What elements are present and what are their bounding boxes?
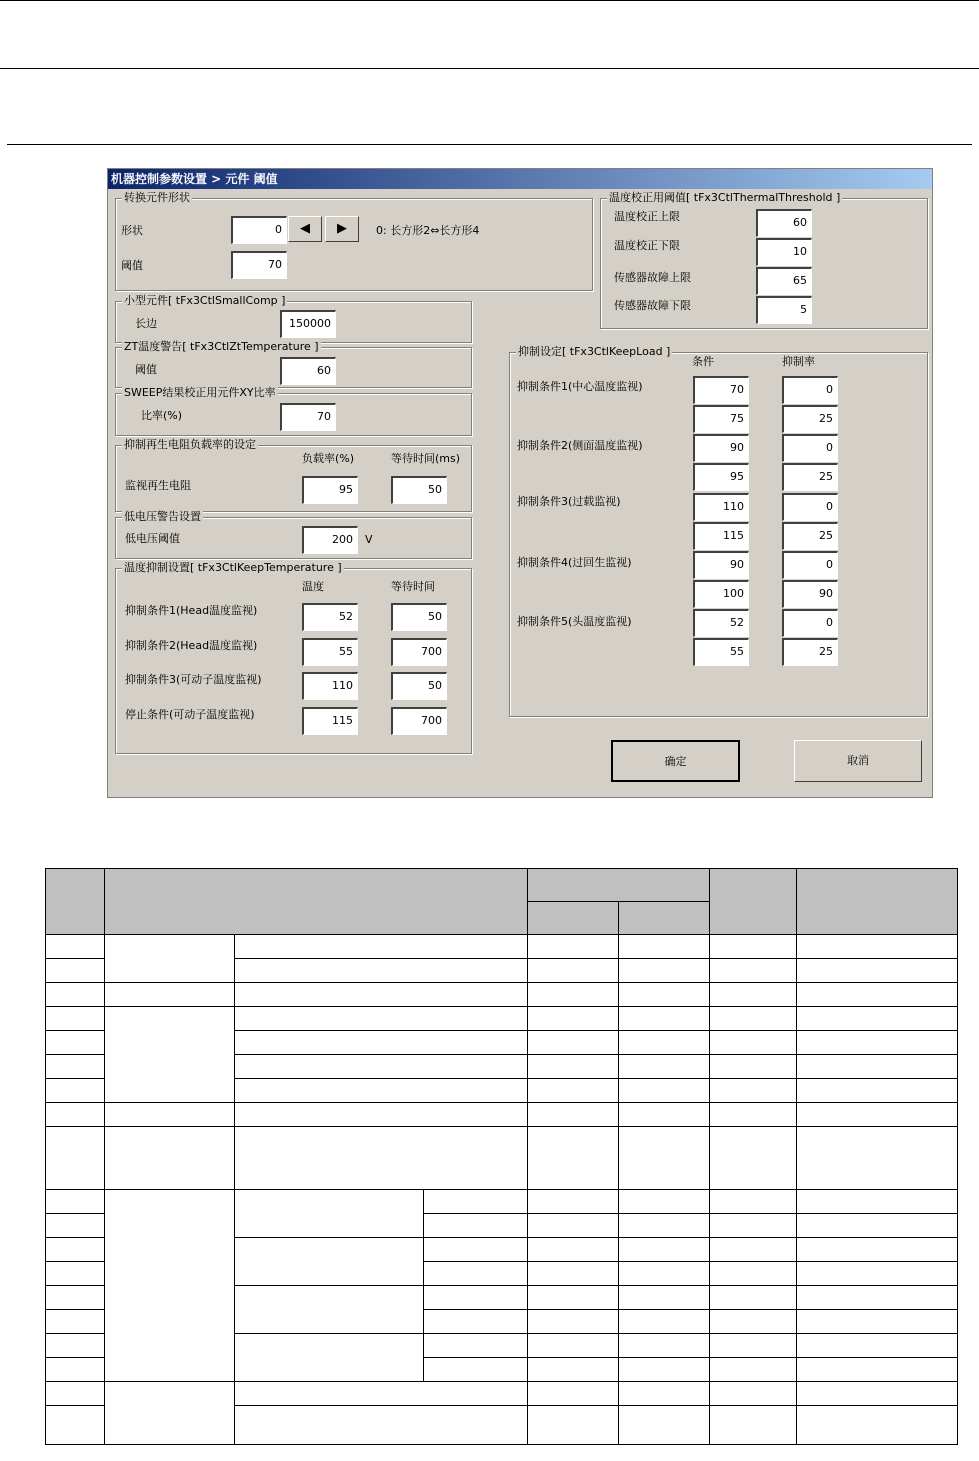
keep-temp-wait-field[interactable]: 50 xyxy=(391,603,447,631)
low-voltage-label: 低电压阈值 xyxy=(125,532,180,545)
keep-load-group-label: 抑制条件3(过载监视) xyxy=(517,495,621,508)
keep-load-rate-field[interactable]: 25 xyxy=(782,522,838,550)
thermal-field[interactable]: 60 xyxy=(756,209,812,237)
header-cell xyxy=(619,902,710,935)
window-title: 机器控制参数设置 > 元件 阈值 xyxy=(108,169,932,189)
keep-temp-temp-field[interactable]: 55 xyxy=(302,638,358,666)
ok-button[interactable]: 确定 xyxy=(611,740,740,782)
keep-load-cond-field[interactable]: 110 xyxy=(693,493,749,521)
ratio-label: 比率(%) xyxy=(141,409,183,422)
keep-temp-temp-field[interactable]: 52 xyxy=(302,603,358,631)
keep-load-rate-field[interactable]: 0 xyxy=(782,493,838,521)
keep-load-rate-field[interactable]: 0 xyxy=(782,376,838,404)
parameter-table xyxy=(45,868,958,1445)
long-side-field[interactable]: 150000 xyxy=(280,310,336,338)
shape-label: 形状 xyxy=(121,224,143,237)
threshold-field[interactable]: 70 xyxy=(231,251,287,279)
regen-col-load: 负载率(%) xyxy=(302,452,355,465)
header-cell xyxy=(528,869,710,902)
shape-note: 0: 长方形2⇔长方形4 xyxy=(376,224,480,237)
keep-temp-row-label: 抑制条件2(Head温度监视) xyxy=(125,639,258,652)
keep-load-cond-field[interactable]: 95 xyxy=(693,463,749,491)
threshold-label: 阈值 xyxy=(121,259,143,272)
low-voltage-title: 低电压警告设置 xyxy=(124,510,201,523)
thermal-label: 温度校正上限 xyxy=(614,210,680,223)
zt-threshold-field[interactable]: 60 xyxy=(280,357,336,385)
thermal-field[interactable]: 10 xyxy=(756,238,812,266)
keep-temp-wait-field[interactable]: 700 xyxy=(391,638,447,666)
keep-temp-wait-field[interactable]: 700 xyxy=(391,707,447,735)
keep-load-cond-field[interactable]: 90 xyxy=(693,434,749,462)
thermal-field[interactable]: 5 xyxy=(756,296,812,324)
low-voltage-field[interactable]: 200 xyxy=(302,526,358,554)
table-row xyxy=(46,1007,958,1031)
keep-load-rate-field[interactable]: 0 xyxy=(782,434,838,462)
dialog-window xyxy=(107,168,933,798)
keep-temp-row-label: 抑制条件1(Head温度监视) xyxy=(125,604,258,617)
regen-wait-field[interactable]: 50 xyxy=(391,476,447,504)
keep-temp-row-label: 停止条件(可动子温度监视) xyxy=(125,708,255,721)
zt-temp-title: ZT温度警告[ tFx3CtlZtTemperature ] xyxy=(124,340,319,353)
keep-load-cond-field[interactable]: 90 xyxy=(693,551,749,579)
header-rule xyxy=(0,68,979,69)
keep-temp-temp-field[interactable]: 110 xyxy=(302,672,358,700)
top-rule xyxy=(0,0,979,1)
table-row xyxy=(46,983,958,1007)
keep-load-title: 抑制设定[ tFx3CtlKeepLoad ] xyxy=(518,345,671,358)
shape-right-button[interactable] xyxy=(325,216,359,242)
sweep-title: SWEEP结果校正用元件XY比率 xyxy=(124,386,276,399)
header-cell xyxy=(710,869,797,935)
thermal-label: 传感器故障下限 xyxy=(614,299,691,312)
thermal-threshold-title: 温度校正用阈值[ tFx3CtlThermalThreshold ] xyxy=(609,191,841,204)
keep-load-group-label: 抑制条件2(侧面温度监视) xyxy=(517,439,643,452)
table-row xyxy=(46,1103,958,1127)
keep-load-cond-field[interactable]: 115 xyxy=(693,522,749,550)
table-row xyxy=(46,1382,958,1406)
keep-load-group-label: 抑制条件5(头温度监视) xyxy=(517,615,632,628)
keep-load-rate-field[interactable]: 25 xyxy=(782,463,838,491)
convert-shape-title: 转换元件形状 xyxy=(124,191,190,204)
regen-row-label: 监视再生电阻 xyxy=(125,479,191,492)
table-row xyxy=(46,935,958,959)
shape-left-button[interactable] xyxy=(288,216,322,242)
keep-load-col-rate: 抑制率 xyxy=(782,355,815,368)
keep-temp-col-wait: 等待时间 xyxy=(391,580,435,593)
keep-load-col-cond: 条件 xyxy=(692,355,714,368)
header-cell xyxy=(105,869,528,935)
small-comp-title: 小型元件[ tFx3CtlSmallComp ] xyxy=(124,294,286,307)
thermal-label: 传感器故障上限 xyxy=(614,271,691,284)
table-row xyxy=(46,1190,958,1214)
right-arrow-icon: ▶ xyxy=(337,221,347,236)
keep-load-rate-field[interactable]: 0 xyxy=(782,551,838,579)
regen-load-field[interactable]: 95 xyxy=(302,476,358,504)
table-header-row xyxy=(46,869,958,902)
keep-load-cond-field[interactable]: 55 xyxy=(693,638,749,666)
table-row xyxy=(46,1127,958,1190)
header-cell xyxy=(797,869,958,935)
keep-temp-row-label: 抑制条件3(可动子温度监视) xyxy=(125,673,262,686)
left-arrow-icon: ◀ xyxy=(300,221,310,236)
keep-load-group-label: 抑制条件4(过回生监视) xyxy=(517,556,632,569)
cancel-button[interactable]: 取消 xyxy=(794,740,922,782)
convert-shape-group xyxy=(115,191,593,291)
long-side-label: 长边 xyxy=(135,317,157,330)
thermal-field[interactable]: 65 xyxy=(756,267,812,295)
thermal-label: 温度校正下限 xyxy=(614,239,680,252)
keep-temp-col-temp: 温度 xyxy=(302,580,324,593)
regen-title: 抑制再生电阻负载率的设定 xyxy=(124,438,256,451)
keep-load-cond-field[interactable]: 100 xyxy=(693,580,749,608)
keep-temp-wait-field[interactable]: 50 xyxy=(391,672,447,700)
regen-col-wait: 等待时间(ms) xyxy=(391,452,461,465)
keep-load-group-label: 抑制条件1(中心温度监视) xyxy=(517,380,643,393)
keep-load-cond-field[interactable]: 70 xyxy=(693,376,749,404)
keep-load-rate-field[interactable]: 0 xyxy=(782,609,838,637)
keep-load-rate-field[interactable]: 25 xyxy=(782,405,838,433)
keep-load-rate-field[interactable]: 25 xyxy=(782,638,838,666)
section-rule xyxy=(7,144,972,145)
low-voltage-unit: V xyxy=(365,533,373,546)
keep-temp-temp-field[interactable]: 115 xyxy=(302,707,358,735)
keep-load-cond-field[interactable]: 52 xyxy=(693,609,749,637)
zt-threshold-label: 阈值 xyxy=(135,363,157,376)
shape-field[interactable]: 0 xyxy=(231,216,287,244)
keep-load-rate-field[interactable]: 90 xyxy=(782,580,838,608)
keep-temp-title: 温度抑制设置[ tFx3CtlKeepTemperature ] xyxy=(124,561,342,574)
header-cell xyxy=(46,869,105,935)
keep-load-cond-field[interactable]: 75 xyxy=(693,405,749,433)
ratio-field[interactable]: 70 xyxy=(280,403,336,431)
header-cell xyxy=(528,902,619,935)
